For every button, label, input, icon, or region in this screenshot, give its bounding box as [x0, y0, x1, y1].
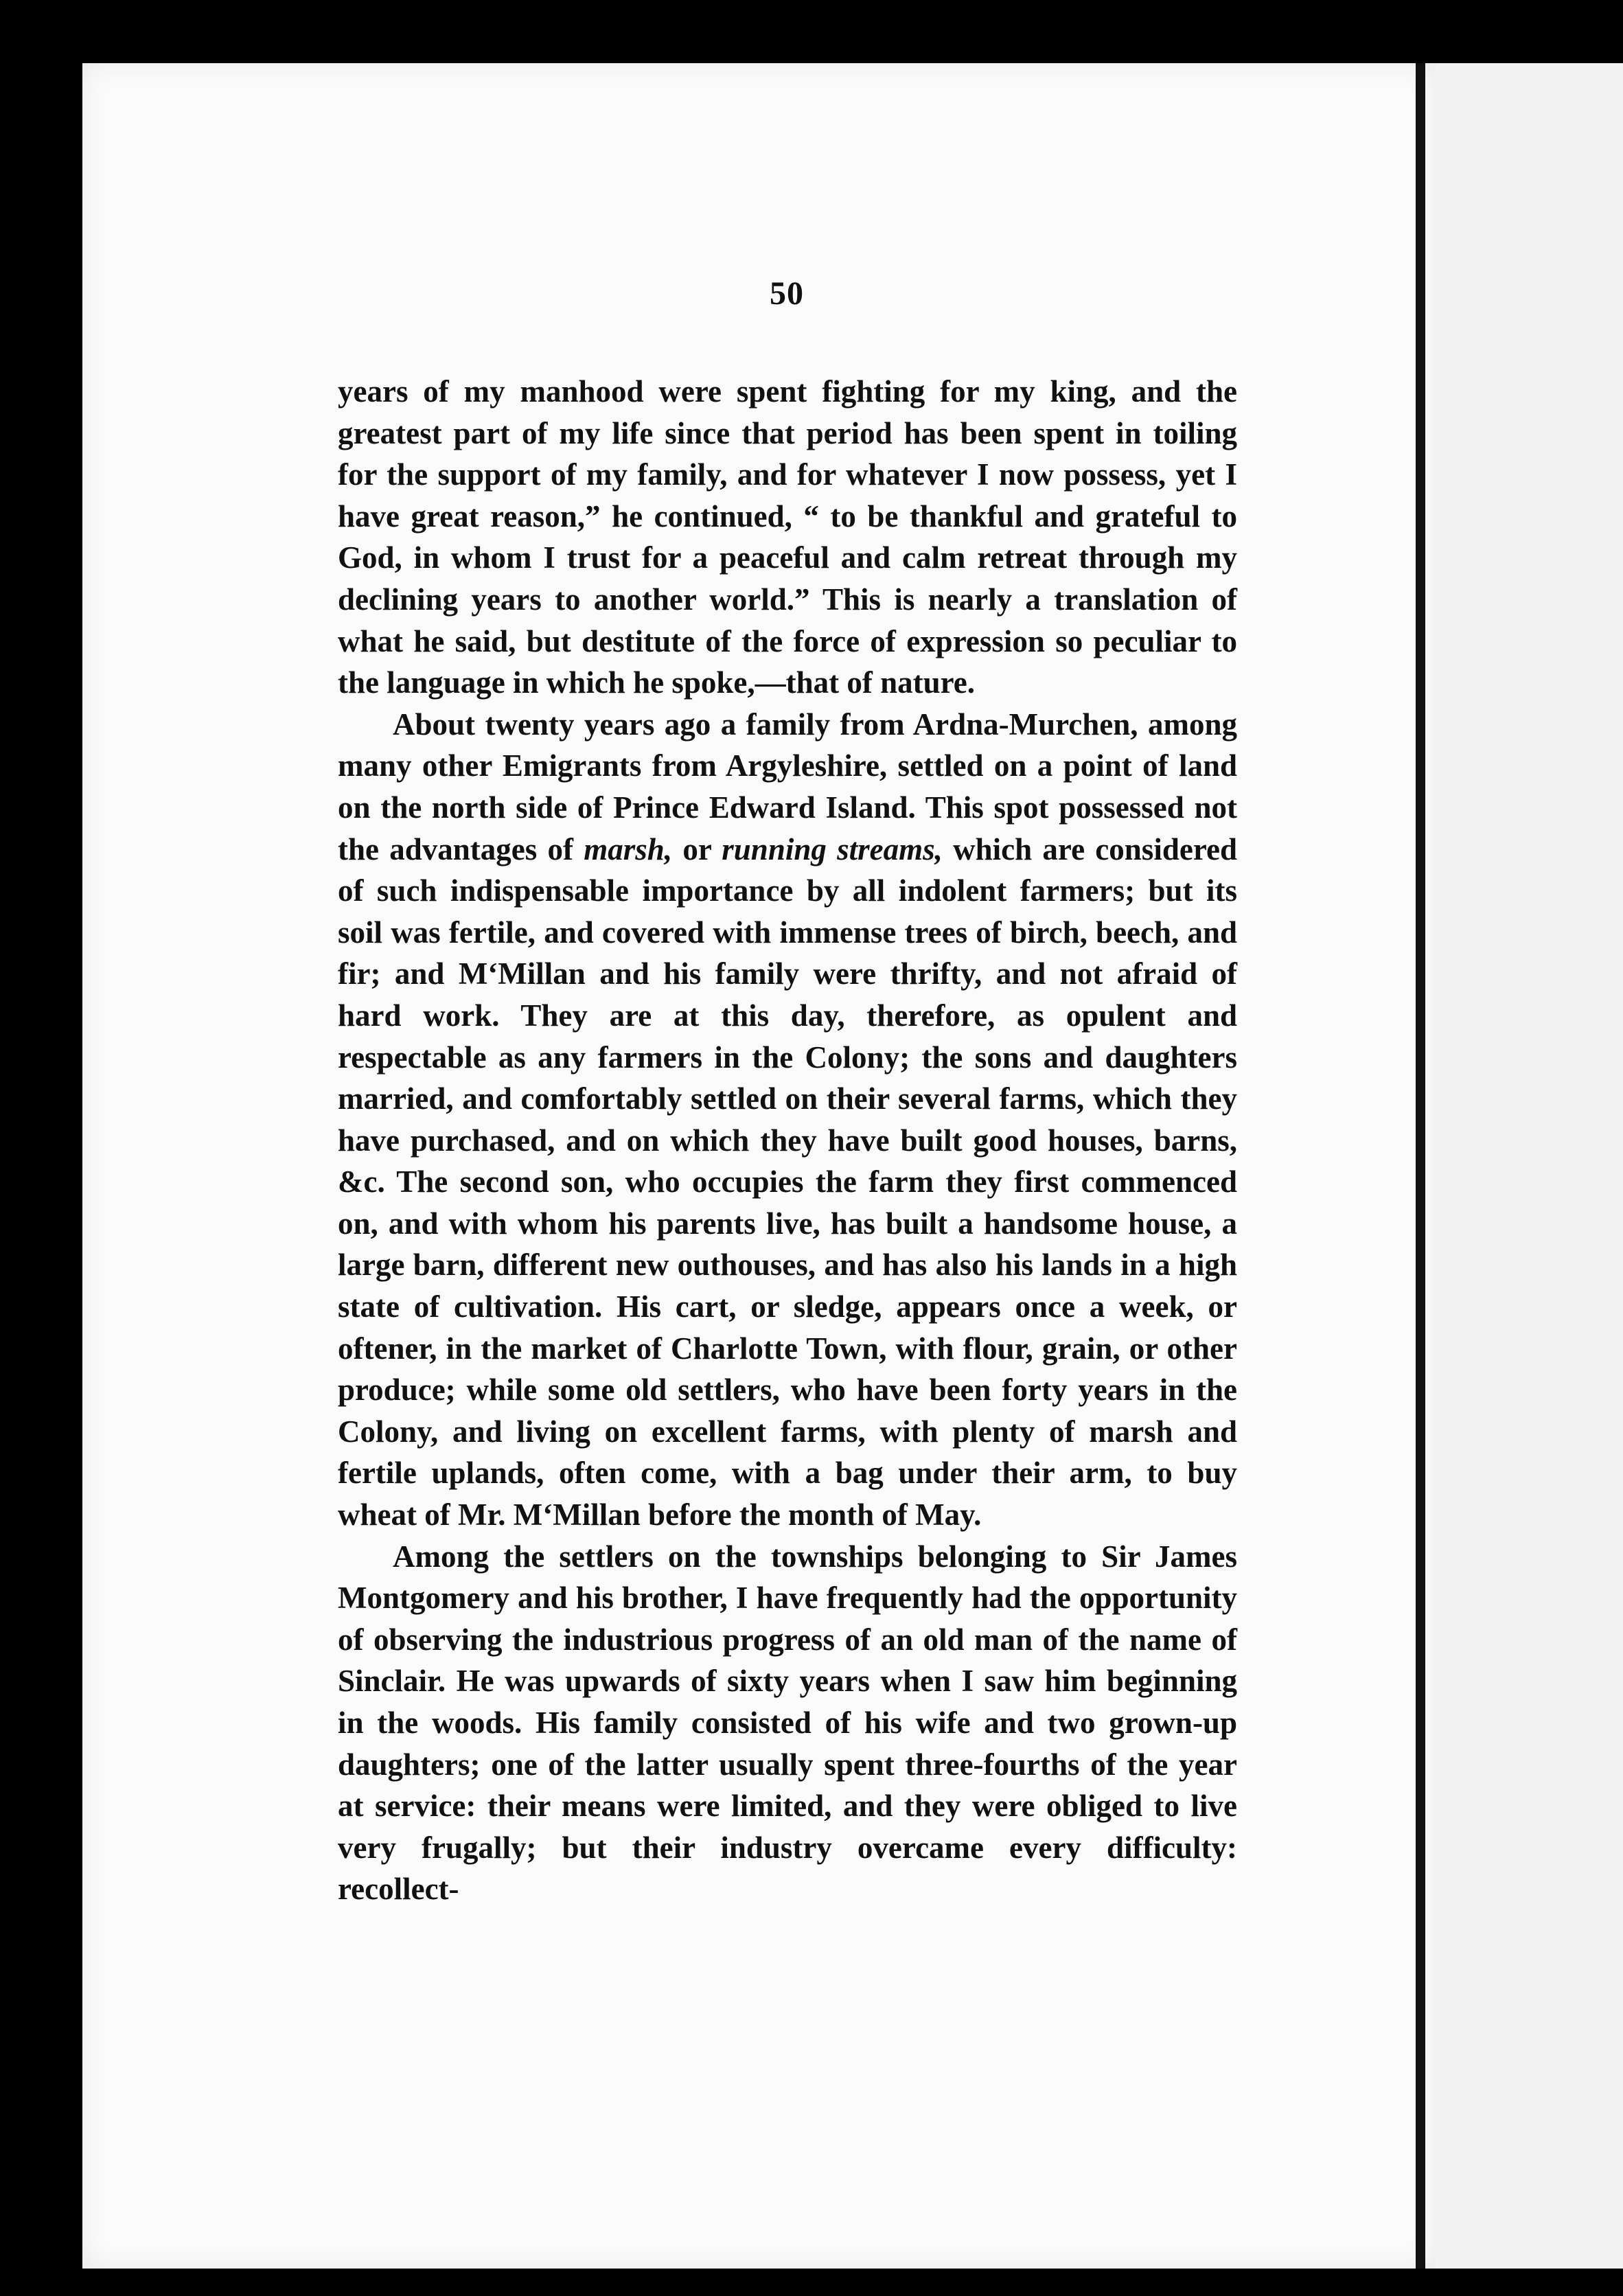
text-run: About twenty years ago a family from Ardna-Murchen, among many other Emigrants from Argyleshire, settled on a point of land on the north side of Prince Edward Island. This spot possessed not the advantages of	[338, 707, 1237, 866]
text-run: Among the settlers on the townships belonging to Sir James Montgomery and his brother, I have frequently had the opportunity of observing the industrious progress of an old man of the name of Sinclair. He was upwards of sixty years when I saw him beginning in the woods. His family consisted of his wife and two grown-up daughters; one of the latter usually spent three-fourths of the year at service: their means were limited, and they were obliged to live very frugally; but their industry overcame every difficulty: recollect-	[338, 1539, 1237, 1907]
body-text	[338, 371, 1237, 1910]
facing-page-edge	[1435, 63, 1623, 2269]
text-run: which are considered of such indispensable importance by all indolent farmers; but its soil was fertile, and covered with immense trees of birch, beech, and fir; and M‘Millan and his family were thrifty, and not afraid of hard work. They are at this day, therefore, as opulent and respectable as any farmers in the Colony; the sons and daughters married, and comfortably settled on their several farms, which they have purchased, and on which they have built good houses, barns, &c. The second son, who occupies the farm they first commenced on, and with whom his parents live, has built a handsome house, a large barn, different new outhouses, and has also his lands in a high state of cultivation. His cart, or sledge, appears once a week, or oftener, in the market of Charlotte Town, with flour, grain, or other produce; while some old settlers, who have been forty years in the Colony, and living on excellent farms, with plenty of marsh and fertile uplands, often come, with a bag under their arm, to buy wheat of Mr. M‘Millan before the month of May.	[338, 831, 1237, 1532]
text-run: years of my manhood were spent fighting for my king, and the greatest part of my life since that period has been spent in toiling for the support of my family, and for whatever I now possess, yet I have great reason,” he continued, “ to be thankful and grateful to God, in whom I trust for a peaceful and calm retreat through my declining years to another world.” This is nearly a translation of what he said, but destitute of the force of expression so peculiar to the language in which he spoke,—that of nature.	[338, 374, 1237, 700]
paragraph	[338, 371, 1237, 704]
page-number: 50	[770, 275, 804, 312]
italic-phrase: running streams,	[722, 831, 943, 866]
page-gutter	[1416, 63, 1425, 2269]
paragraph	[338, 1536, 1237, 1910]
paragraph	[338, 704, 1237, 1536]
text-run: or	[672, 831, 722, 866]
italic-phrase: marsh,	[584, 831, 673, 866]
